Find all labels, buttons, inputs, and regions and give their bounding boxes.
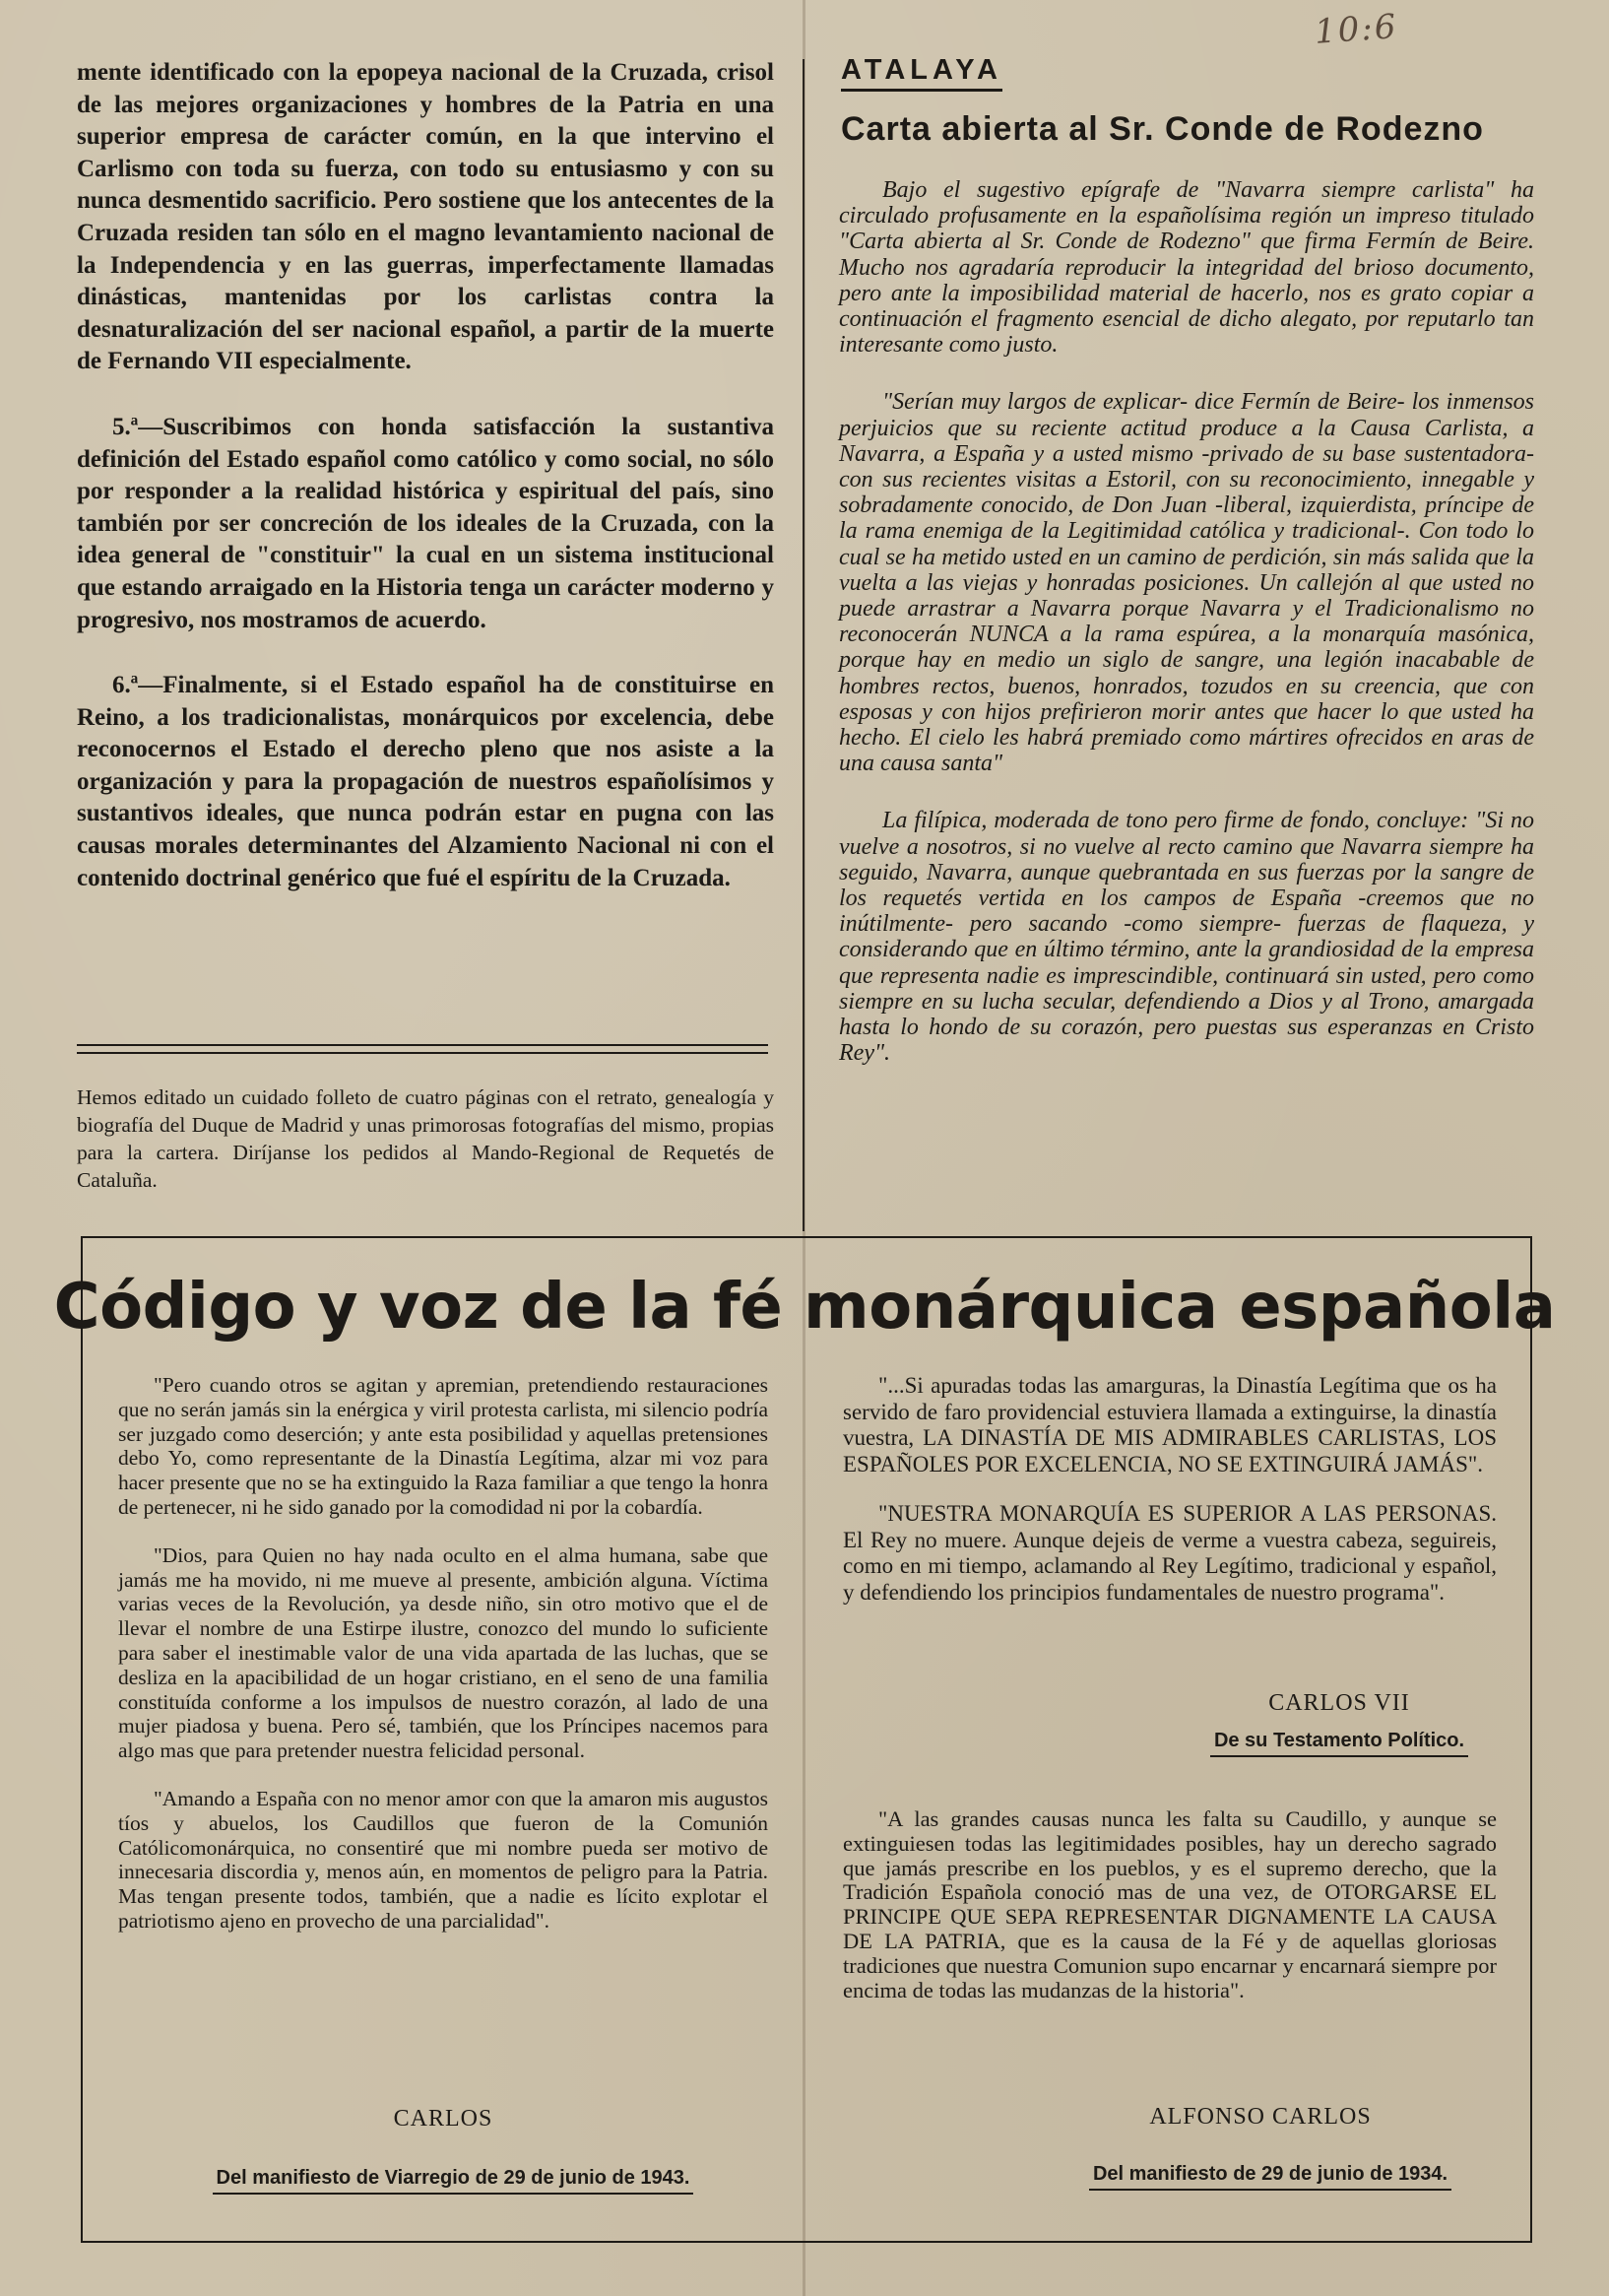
handwritten-note: 10:6: [1313, 7, 1399, 52]
left-paragraph: mente identificado con la epopeya nacional de la Cruzada, crisol de las mejores organizaciones y hombres de la Patria en una superior empresa de carácter común, en la que intervino el Carlismo con toda su fuerza, con todo su entusiasmo y con su nunca desmentido sacrificio. Pero sostiene que los antecentes de la Cruzada residen tan sólo en el magno levantamiento nacional de la Independencia y en las guerras, imperfectamente llamadas dinásticas, mantenidas por los carlistas contra la desnaturalización del ser nacional español, a partir de la muerte de Fernando VII especialmente.: [77, 59, 774, 375]
quote-paragraph: "Pero cuando otros se agitan y apremian, pretendiendo restauraciones que no serán jamás sin la enérgica y viril protesta carlista, mi silencio podría ser juzgado como deserción; y ante esta posibilidad y aquellas pretensiones debo Yo, como representante de la Dinastía Legítima, alzar mi voz para hacer presente que no se ha extinguido la Raza familiar a que tengo la honra de pertenecer, ni he sido ganado por la comodidad ni por la cobardía.: [118, 1373, 768, 1519]
left-paragraph: 6.ª—Finalmente, si el Estado español ha de constituirse en Reino, a los tradicionalistas, monárquicos por excelencia, debe reconocernos el Estado el derecho pleno que nos asiste a la organización y para la propagación de nuestros españolísimos y sustantivos ideales, que nunca podrán estar en pugna con las causas morales determinantes del Alzamiento Nacional ni con el contenido doctrinal genérico que fué el espíritu de la Cruzada.: [77, 672, 774, 891]
quote-carlos: [118, 1373, 768, 1957]
quote-alfonso-carlos: [843, 1807, 1497, 2026]
right-column: [839, 177, 1534, 1098]
left-paragraph: 5.ª—Suscribimos con honda satisfacción la sustantiva definición del Estado español como católico y como social, no sólo por responder a la realidad histórica y espiritual del país, sino también por ser concreción de los ideales de la Cruzada, con la idea general de "constituir" la cual en un sistema institucional que estando arraigado en la Historia tenga un carácter moderno y progresivo, nos mostramos de acuerdo.: [77, 413, 774, 633]
left-column: [77, 57, 774, 928]
source-carlos-vii-text: De su Testamento Político.: [1210, 1730, 1468, 1757]
quote-paragraph: "Amando a España con no menor amor con que la amaron mis augustos tíos y abuelos, los Caudillos que fueron de la Comunión Católicomonárquica, no consentiré que mi nombre pueda ser motivo de innecesaria discordia y, menos aún, en momentos de peligro para la Patria. Mas tengan presente todos, también, que a nadie es lícito explotar el patriotismo ajeno en provecho de una parcialidad".: [118, 1786, 768, 1933]
signature-carlos-vii: CARLOS VII: [1268, 1690, 1410, 1716]
double-divider: [77, 1044, 768, 1054]
column-divider: [803, 59, 804, 1231]
right-paragraph: La filípica, moderada de tono pero firme de fondo, concluye: "Si no vuelve a nosotros, si no vuelve al recto camino que Navarra siempre ha seguido, Navarra, aunque quebrantada en sus fuerzas por la sangre de los requetés vertida en los campos de España -creemos que no inútilmente- pero sacando -como siempre- fuerzas de flaqueza, y considerando que en último término, ante la grandiosidad de la empresa que representa nadie es imprescindible, continuará sin usted, pero como siempre en su lucha secular, defendiendo a Dios y al Trono, amargada hasta lo hondo de su corazón, pero puestas sus esperanzas en Cristo Rey".: [839, 808, 1534, 1067]
box-title: Código y voz de la fé monárquica española: [53, 1271, 1556, 1344]
source-alfonso-carlos-text: Del manifiesto de 29 de junio de 1934.: [1089, 2163, 1451, 2191]
article-title: Carta abierta al Sr. Conde de Rodezno: [841, 110, 1484, 148]
source-carlos: [118, 2167, 788, 2190]
quote-paragraph: "NUESTRA MONARQUÍA ES SUPERIOR A LAS PERSONAS. El Rey no muere. Aunque dejeis de verme a vuestra cabeza, seguireis, como en mi tiempo, aclamando al Rey Legítimo, tradicional y español, y defendiendo los principios fundamentales de nuestro programa".: [843, 1501, 1497, 1605]
source-carlos-text: Del manifiesto de Viarregio de 29 de junio de 1943.: [213, 2167, 694, 2195]
quote-paragraph: "...Si apuradas todas las amarguras, la Dinastía Legítima que os ha servido de faro providencial estuviera llamada a extinguirse, la dinastía vuestra, LA DINASTÍA DE MIS ADMIRABLES CARLISTAS, LOS ESPAÑOLES POR EXCELENCIA, NO SE EXTINGUIRÁ JAMÁS".: [843, 1373, 1497, 1476]
source-carlos-vii: [1162, 1730, 1516, 1752]
signature-alfonso-carlos: ALFONSO CARLOS: [1149, 2104, 1372, 2130]
pamphlet-note: Hemos editado un cuidado folleto de cuatro páginas con el retrato, genealogía y biografía del Duque de Madrid y unas primorosas fotografías del mismo, propias para la cartera. Diríjanse los pedidos al Mando-Regional de Requetés de Cataluña.: [77, 1085, 774, 1192]
quote-paragraph: "Dios, para Quien no hay nada oculto en el alma humana, sabe que jamás me ha movido, ni me mueve al presente, ambición alguna. Víctima varias veces de la Revolución, ya desde niño, sin otro motivo que el de llevar el nombre de una Estirpe ilustre, conozco del mundo lo suficiente para saber el inestimable valor de una vida apartada de las luchas, que se desliza en la apacibilidad de un hogar cristiano, en el seno de una familia constituída conforme a los impulsos de nuestro corazón, al lado de una mujer piadosa y buena. Pero sé, también, que los Príncipes nacemos para algo mas que para pretender nuestra felicidad personal.: [118, 1542, 768, 1763]
quote-carlos-vii: [843, 1373, 1497, 1629]
right-paragraph: "Serían muy largos de explicar- dice Fermín de Beire- los inmensos perjuicios que su reciente actitud produce a la Causa Carlista, a Navarra, a España y a usted mismo -privado de su base sustentadora- con sus recientes visitas a Estoril, con su reconocimiento, innegable y sobradamente conocido, de Don Juan -liberal, izquierdista, príncipe de la rama enemiga de la Legitimidad católica y tradicional-. Con todo lo cual se ha metido usted en un camino de perdición, sin más salida que la vuelta a las viejas y honradas posiciones. Un callejón al que usted no puede arrastrar a Navarra porque Navarra y el Tradicionalismo no reconocerán NUNCA a la rama espúrea, a la monarquía masónica, porque hay en medio un siglo de sangre, una legión inacabable de hombres rectos, buenos, honrados, tozudos en su creencia, que con esposas y con hijos prefirieron morir antes que hacer lo que usted ha hecho. El cielo les habrá premiado como mártires ofrecidos en aras de una causa santa": [839, 389, 1534, 777]
right-paragraph: Bajo el sugestivo epígrafe de "Navarra siempre carlista" ha circulado profusamente en la españolísima región un impreso titulado "Carta abierta al Sr. Conde de Rodezno" que firma Fermín de Beire. Mucho nos agradaría reproducir la integridad del brioso documento, pero ante la imposibilidad material de hacerlo, nos es grato copiar a continuación el fragmento esencial de dicho alegato, por reputarlo tan interesante como justo.: [839, 177, 1534, 359]
signature-carlos: CARLOS: [393, 2106, 493, 2132]
quote-paragraph: "A las grandes causas nunca les falta su Caudillo, y aunque se extinguiesen todas las legitimidades posibles, hay un derecho sagrado que jamás prescribe en los pueblos, y es el supremo derecho, que la Tradición Española conoció mas de una vez, de OTORGARSE EL PRINCIPE QUE SEPA REPRESENTAR DIGNAMENTE LA CAUSA DE LA PATRIA, que es la causa de la Fé y de aquellas gloriosas tradiciones que nuestra Comunion supo encarnar y encarnará siempre por encima de todas las mudanzas de la historia".: [843, 1806, 1497, 2002]
section-heading: ATALAYA: [841, 54, 1002, 92]
source-alfonso-carlos: [1024, 2163, 1516, 2186]
